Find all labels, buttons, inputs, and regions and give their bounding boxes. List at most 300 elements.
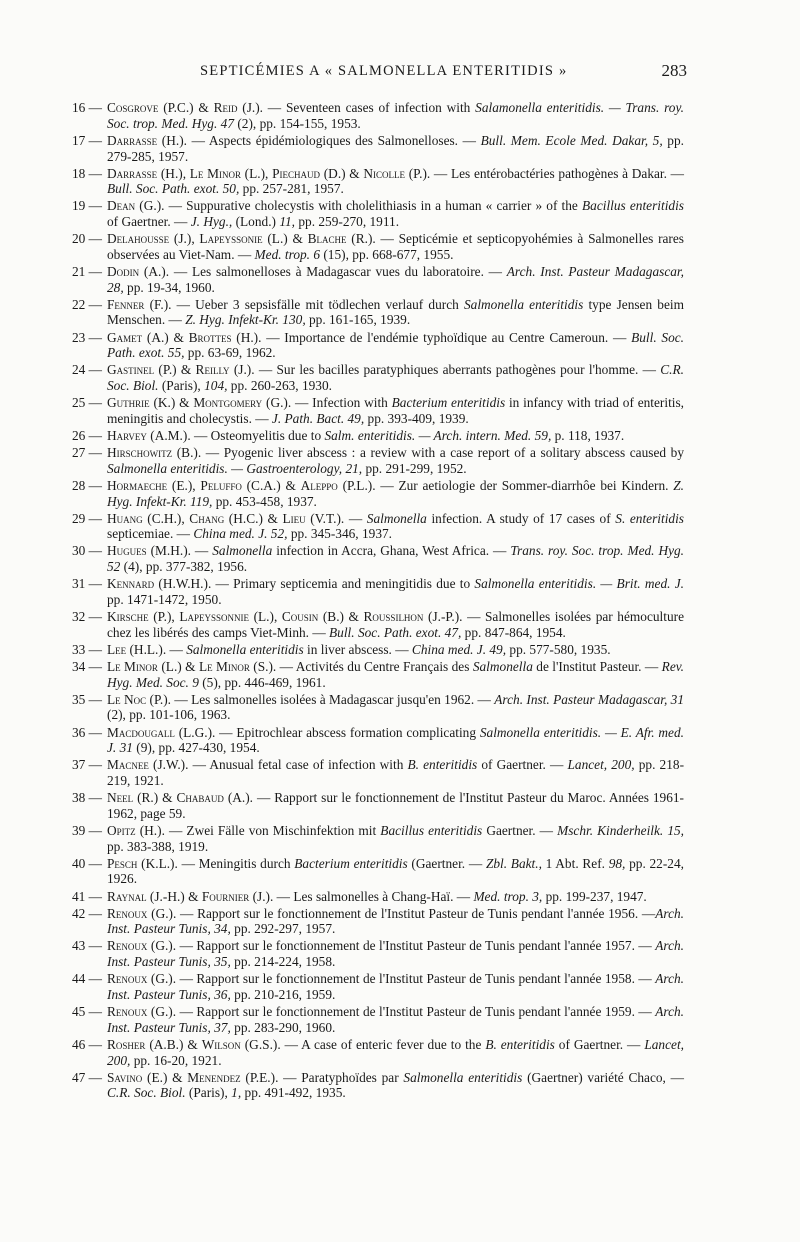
- text-segment: (15), pp. 668-677, 1955.: [320, 246, 454, 262]
- reference-number: 45 —: [71, 1004, 102, 1019]
- reference-entry: [62, 1070, 684, 1101]
- italic-segment: China med. J. 49,: [411, 641, 507, 657]
- text-segment: (H.),: [157, 165, 190, 181]
- reference-number: 47 —: [71, 1069, 102, 1085]
- text-segment: (B.). — Pyogenic liver abscess : a review with a case report of a solitary abscess caused by: [172, 445, 684, 461]
- author-name: Reilly: [195, 362, 230, 378]
- italic-segment: Med. trop. 6: [254, 246, 321, 262]
- author-name: Macdougall: [107, 724, 175, 740]
- reference-entry: [62, 609, 684, 640]
- reference-text: [107, 511, 684, 542]
- italic-segment: Bull. Soc. Path. exot. 55,: [107, 329, 684, 361]
- text-segment: (H.C.) &: [224, 510, 283, 526]
- author-name: Lee: [107, 641, 127, 657]
- text-segment: (R.). — Septicémie et septicopyohémies à Salmonelles rares observées au Viet-Nam. —: [107, 231, 684, 262]
- author-name: Dodin: [107, 263, 140, 279]
- italic-segment: Salmonella enteritidis: [463, 296, 584, 312]
- author-name: Kennard: [107, 576, 155, 592]
- author-name: Hormaeche: [107, 477, 168, 493]
- italic-segment: Salmonella enteritidis. — Brit. med. J.: [474, 576, 684, 592]
- italic-segment: Mschr. Kinderheilk. 15,: [557, 822, 685, 838]
- italic-segment: Salmonella enteritidis. — E. Afr. med. J. 31: [107, 724, 684, 756]
- reference-number: 19 —: [71, 198, 102, 214]
- author-name: Blache: [307, 231, 347, 247]
- reference-text: [107, 395, 684, 426]
- text-segment: (J.W.). — Anusual fetal case of infection with: [148, 757, 408, 773]
- italic-segment: Lancet, 200,: [107, 1036, 684, 1068]
- reference-text: [107, 133, 684, 164]
- reference-text: [107, 889, 684, 905]
- text-segment: pp. 291-299, 1952.: [362, 460, 467, 476]
- italic-segment: Lancet, 200,: [567, 757, 635, 773]
- text-segment: in infancy with triad of enteritis, meningitis and cholecystis. —: [107, 395, 685, 426]
- text-segment: pp. 22-24, 1926.: [107, 855, 684, 887]
- reference-text: [107, 362, 684, 393]
- text-segment: (Lond.): [232, 214, 280, 230]
- text-segment: (P.). — Les salmonelles isolées à Madagascar jusqu'en 1962. —: [146, 691, 495, 707]
- text-segment: (J.). — Les salmonelles à Chang-Haï. —: [249, 888, 474, 904]
- text-segment: (H.). — Aspects épidémiologiques des Salmonelloses. —: [157, 132, 481, 148]
- reference-number: 35 —: [71, 691, 102, 707]
- reference-entry: [62, 856, 684, 887]
- reference-entry: [62, 133, 684, 164]
- text-segment: (Paris),: [185, 1085, 232, 1101]
- text-segment: pp. 1471-1472, 1950.: [107, 591, 222, 607]
- text-segment: pp. 292-297, 1957.: [230, 921, 336, 937]
- text-segment: of Gaertner. —: [107, 214, 191, 230]
- author-name: Nicolle: [363, 165, 406, 181]
- text-segment: (P.),: [148, 609, 180, 625]
- author-name: Delahousse: [107, 231, 170, 247]
- author-name: Brottes: [188, 329, 232, 345]
- author-name: Cosgrove: [107, 100, 159, 115]
- reference-text: [107, 231, 684, 262]
- author-name: Le Noc: [107, 691, 147, 707]
- text-segment: pp. 218-219, 1921.: [107, 757, 685, 789]
- text-segment: (V.T.). —: [305, 510, 367, 526]
- text-segment: pp. 214-224, 1958.: [230, 954, 336, 970]
- text-segment: pp. 279-285, 1957.: [107, 132, 684, 164]
- text-segment: (Paris),: [158, 378, 205, 394]
- reference-number: 27 —: [71, 445, 102, 461]
- italic-segment: 11,: [279, 214, 296, 230]
- text-segment: (E.) &: [142, 1069, 188, 1085]
- text-segment: pp. 491-492, 1935.: [241, 1085, 346, 1101]
- reference-text: [107, 1004, 684, 1035]
- reference-number: 30 —: [71, 543, 102, 559]
- reference-number: 21 —: [71, 263, 102, 279]
- author-name: Menendez: [187, 1069, 241, 1085]
- reference-entry: [62, 445, 684, 476]
- text-segment: (Gaertner) variété Chaco, —: [522, 1069, 684, 1085]
- text-segment: (H.W.H.). — Primary septicemia and meningitidis due to: [154, 576, 475, 592]
- text-segment: (2), pp. 154-155, 1953.: [234, 115, 361, 131]
- reference-list: [62, 100, 684, 1102]
- author-name: Opitz: [107, 822, 136, 838]
- reference-entry: [62, 692, 684, 723]
- reference-text: [107, 264, 684, 295]
- author-name: Savino: [107, 1069, 143, 1085]
- reference-text: [107, 100, 684, 131]
- italic-segment: Arch. Inst. Pasteur Tunis, 36,: [107, 971, 684, 1002]
- reference-entry: [62, 511, 684, 542]
- author-name: Wilson: [201, 1036, 241, 1052]
- reference-entry: [62, 938, 684, 969]
- reference-number: 26 —: [71, 427, 102, 443]
- italic-segment: Med. trop. 3,: [473, 888, 543, 904]
- text-segment: in liver abscess. —: [303, 641, 412, 657]
- italic-segment: Bacillus enteritidis: [582, 198, 684, 214]
- text-segment: pp. 345-346, 1937.: [287, 526, 393, 542]
- text-segment: infection. A study of 17 cases of: [426, 510, 616, 526]
- reference-text: [107, 576, 684, 607]
- reference-text: [107, 725, 684, 756]
- reference-text: [107, 543, 684, 574]
- text-segment: pp. 577-580, 1935.: [506, 641, 611, 657]
- text-segment: of Gaertner. —: [477, 757, 568, 773]
- italic-segment: Arch. Inst. Pasteur Tunis, 34,: [107, 905, 684, 937]
- text-segment: pp. 63-69, 1962.: [184, 345, 276, 361]
- author-name: Fenner: [107, 296, 145, 312]
- italic-segment: Arch. Inst. Pasteur Madagascar, 28,: [107, 263, 684, 295]
- reference-entry: [62, 659, 684, 690]
- reference-entry: [62, 790, 684, 821]
- reference-entry: [62, 725, 684, 756]
- author-name: Lapeyssonnie: [179, 609, 249, 625]
- italic-segment: 98,: [608, 855, 626, 871]
- text-segment: (M.H.). —: [146, 543, 213, 559]
- text-segment: (A.). — Les salmonelloses à Madagascar vues du laboratoire. —: [139, 263, 507, 279]
- text-segment: Gaertner. —: [482, 822, 558, 838]
- author-name: Renoux: [107, 1004, 148, 1019]
- italic-segment: Bull. Soc. Path. exot. 50,: [107, 181, 240, 197]
- reference-entry: [62, 757, 684, 788]
- text-segment: (K.L.). — Meningitis durch: [137, 855, 295, 871]
- author-name: Montgomery: [193, 395, 263, 411]
- text-segment: (P.E.). — Paratyphoïdes par: [240, 1069, 404, 1085]
- reference-text: [107, 166, 684, 197]
- author-name: Chabaud: [176, 790, 224, 806]
- text-segment: septicemiae. —: [107, 526, 194, 542]
- author-name: Renoux: [107, 905, 148, 921]
- reference-text: [107, 856, 684, 887]
- text-segment: (4), pp. 377-382, 1956.: [120, 559, 248, 575]
- text-segment: (L.) &: [262, 231, 308, 247]
- text-segment: (J.-H.) &: [146, 888, 202, 904]
- text-segment: (H.). — Zwei Fälle von Mischinfektion mit: [135, 822, 381, 838]
- author-name: Reid: [213, 100, 238, 115]
- reference-number: 44 —: [71, 971, 102, 987]
- text-segment: (G.). — Rapport sur le fonctionnement de l'Institut Pasteur de Tunis pendant l'année 1957. —: [147, 938, 656, 954]
- author-name: Cousin: [281, 609, 319, 625]
- author-name: Darrasse: [107, 165, 158, 181]
- italic-segment: Salmonella enteritidis: [403, 1069, 523, 1085]
- reference-number: 23 —: [71, 329, 102, 345]
- text-segment: (G.). — Suppurative cholecystis with cholelithiasis in a human « carrier » of the: [135, 198, 582, 214]
- text-segment: (P.). — Les entérobactéries pathogènes à Dakar. —: [405, 165, 685, 181]
- reference-text: [107, 790, 684, 821]
- text-segment: (D.) &: [320, 165, 364, 181]
- author-name: Lieu: [282, 510, 306, 526]
- reference-text: [107, 445, 684, 476]
- reference-text: [107, 297, 684, 328]
- italic-segment: C.R. Soc. Biol.: [107, 1085, 186, 1101]
- reference-entry: [62, 231, 684, 262]
- italic-segment: C.R. Soc. Biol.: [107, 362, 684, 394]
- reference-text: [107, 906, 684, 937]
- text-segment: (A.B.) &: [145, 1036, 202, 1052]
- reference-text: [107, 1037, 684, 1068]
- text-segment: (J.). — Sur les bacilles paratyphiques aberrants pathogènes pour l'homme. —: [229, 362, 661, 378]
- text-segment: pp. 393-409, 1939.: [364, 410, 469, 426]
- italic-segment: Zbl. Bakt.,: [485, 855, 542, 871]
- reference-number: 40 —: [71, 855, 102, 871]
- reference-number: 38 —: [71, 790, 102, 806]
- text-segment: (A.) &: [142, 329, 189, 345]
- reference-number: 24 —: [71, 362, 102, 378]
- text-segment: (R.) &: [133, 790, 177, 806]
- text-segment: pp. 383-388, 1919.: [107, 838, 209, 854]
- text-segment: pp. 16-20, 1921.: [130, 1052, 222, 1068]
- reference-text: [107, 1070, 684, 1101]
- reference-number: 43 —: [71, 938, 102, 954]
- reference-entry: [62, 576, 684, 607]
- author-name: Kirsche: [107, 609, 149, 625]
- author-name: Raynal: [107, 888, 147, 904]
- page-number: 283: [661, 61, 687, 80]
- italic-segment: B. enteritidis: [407, 757, 478, 773]
- text-segment: type Jensen beim Menschen. —: [107, 296, 684, 328]
- author-name: Fournier: [201, 888, 250, 904]
- italic-segment: Salmonella: [472, 658, 533, 674]
- italic-segment: Salm. enteritidis. — Arch. intern. Med. 59,: [324, 427, 552, 443]
- text-segment: (L.),: [249, 609, 282, 625]
- text-segment: pp. 283-290, 1960.: [230, 1019, 336, 1035]
- text-segment: (2), pp. 101-106, 1963.: [107, 707, 231, 723]
- author-name: Le Minor: [198, 658, 250, 674]
- author-name: Gastinel: [107, 362, 155, 378]
- text-segment: (9), pp. 427-430, 1954.: [132, 740, 260, 756]
- reference-entry: [62, 543, 684, 574]
- reference-text: [107, 428, 684, 444]
- reference-text: [107, 971, 684, 1002]
- author-name: Chang: [189, 510, 225, 526]
- italic-segment: Salamonella enteritidis. — Trans. roy. Soc. trop. Med. Hyg. 47: [107, 100, 684, 131]
- text-segment: (J.),: [169, 231, 200, 247]
- reference-entry: [62, 1004, 684, 1035]
- text-segment: (H.L.). —: [126, 641, 187, 657]
- text-segment: (Gaertner. —: [407, 855, 486, 871]
- text-segment: de l'Institut Pasteur. —: [532, 658, 662, 674]
- text-segment: (5), pp. 446-469, 1961.: [198, 674, 326, 690]
- text-segment: (P.C.) &: [158, 100, 214, 115]
- italic-segment: Z. Hyg. Infekt-Kr. 130,: [185, 312, 306, 328]
- reference-entry: [62, 166, 684, 197]
- running-header: [62, 61, 687, 85]
- author-name: Peluffo: [200, 477, 242, 493]
- author-name: Aleppo: [300, 477, 338, 493]
- italic-segment: Z. Hyg. Infekt-Kr. 119,: [107, 477, 685, 509]
- reference-number: 20 —: [71, 231, 102, 247]
- reference-number: 18 —: [71, 165, 102, 181]
- author-name: Harvey: [107, 427, 147, 443]
- reference-entry: [62, 395, 684, 426]
- reference-text: [107, 757, 684, 788]
- reference-entry: [62, 906, 684, 937]
- reference-entry: [62, 100, 684, 131]
- text-segment: (P.) &: [154, 362, 196, 378]
- reference-text: [107, 198, 684, 229]
- text-segment: pp. 161-165, 1939.: [305, 312, 411, 328]
- text-segment: (S.). — Activités du Centre Français des: [249, 658, 473, 674]
- reference-entry: [62, 297, 684, 328]
- italic-segment: Salmonella: [212, 543, 273, 559]
- reference-number: 36 —: [71, 724, 102, 740]
- reference-entry: [62, 823, 684, 854]
- text-segment: pp. 259-270, 1911.: [295, 214, 400, 230]
- reference-number: 37 —: [71, 757, 102, 773]
- text-segment: (G.). — Rapport sur le fonctionnement de l'Institut Pasteur de Tunis pendant l'année 1958. —: [147, 971, 656, 987]
- author-name: Le Minor: [189, 165, 241, 181]
- text-segment: (K.) &: [149, 395, 194, 411]
- italic-segment: Salmonella enteritidis: [186, 641, 304, 657]
- italic-segment: Bacterium enteritidis: [391, 395, 506, 411]
- author-name: Renoux: [107, 938, 148, 954]
- reference-entry: [62, 362, 684, 393]
- reference-number: 41 —: [71, 888, 102, 904]
- text-segment: (F.). — Ueber 3 sepsisfälle mit tödlechen verlauf durch: [144, 296, 464, 312]
- text-segment: (H.). — Importance de l'endémie typhoïdique au Centre Cameroun. —: [231, 329, 632, 345]
- author-name: Rosher: [107, 1036, 146, 1052]
- text-segment: p. 118, 1937.: [551, 427, 625, 443]
- running-title: SEPTICÉMIES A « SALMONELLA ENTERITIDIS »: [200, 63, 568, 79]
- reference-text: [107, 938, 684, 969]
- author-name: Huang: [107, 510, 143, 526]
- text-segment: (E.),: [167, 477, 201, 493]
- author-name: Hirschowitz: [107, 445, 173, 461]
- italic-segment: B. enteritidis: [485, 1036, 555, 1052]
- italic-segment: Arch. Inst. Pasteur Madagascar, 31: [494, 691, 684, 707]
- text-segment: (C.H.),: [142, 510, 190, 526]
- italic-segment: Arch. Inst. Pasteur Tunis, 37,: [107, 1004, 684, 1035]
- text-segment: (C.A.) &: [241, 477, 301, 493]
- reference-number: 46 —: [71, 1036, 102, 1052]
- author-name: Macnee: [107, 757, 149, 773]
- reference-entry: [62, 478, 684, 509]
- reference-entry: [62, 1037, 684, 1068]
- italic-segment: 1,: [231, 1085, 242, 1101]
- reference-text: [107, 659, 684, 690]
- reference-number: 31 —: [71, 576, 102, 592]
- text-segment: pp. 210-216, 1959.: [230, 986, 336, 1002]
- italic-segment: Rev. Hyg. Med. Soc. 9: [107, 658, 685, 690]
- author-name: Piechaud: [272, 165, 321, 181]
- reference-text: [107, 330, 684, 361]
- reference-number: 33 —: [71, 641, 102, 657]
- author-name: Darrasse: [107, 132, 158, 148]
- text-segment: (B.) &: [318, 609, 364, 625]
- text-segment: (J.-P.). — Salmonelles isolées par hémoculture chez les libérés des camps Viet-Minh. —: [107, 609, 685, 640]
- text-segment: pp. 847-864, 1954.: [461, 624, 566, 640]
- text-segment: (G.S.). — A case of enteric fever due to the: [240, 1036, 486, 1052]
- reference-text: [107, 609, 684, 640]
- text-segment: (A.M.). — Osteomyelitis due to: [146, 427, 325, 443]
- reference-text: [107, 478, 684, 509]
- italic-segment: Arch. Inst. Pasteur Tunis, 35,: [107, 938, 684, 970]
- reference-entry: [62, 971, 684, 1002]
- author-name: Gamet: [107, 329, 143, 345]
- reference-text: [107, 823, 684, 854]
- author-name: Le Minor: [107, 658, 158, 674]
- reference-number: 17 —: [71, 132, 102, 148]
- reference-entry: [62, 198, 684, 229]
- italic-segment: Salmonella: [366, 510, 427, 526]
- text-segment: (L.G.). — Epitrochlear abscess formation complicating: [174, 724, 480, 740]
- author-name: Roussilhon: [363, 609, 424, 625]
- text-segment: pp. 453-458, 1937.: [212, 493, 317, 509]
- italic-segment: China med. J. 52,: [193, 526, 288, 542]
- reference-text: [107, 642, 684, 658]
- reference-entry: [62, 889, 684, 905]
- italic-segment: Bacterium enteritidis: [294, 855, 408, 871]
- text-segment: (P.L.). — Zur aetiologie der Sommer-diarrhôe bei Kindern.: [337, 477, 674, 493]
- reference-number: 22 —: [71, 296, 102, 312]
- author-name: Lapeyssonie: [199, 231, 263, 247]
- text-segment: pp. 19-34, 1960.: [123, 279, 215, 295]
- reference-number: 29 —: [71, 510, 102, 526]
- reference-number: 16 —: [71, 100, 102, 115]
- italic-segment: Trans. roy. Soc. trop. Med. Hyg. 52: [107, 543, 685, 575]
- text-segment: (G.). — Rapport sur le fonctionnement de l'Institut Pasteur de Tunis pendant l'année 1959. —: [147, 1004, 656, 1019]
- italic-segment: Bull. Soc. Path. exot. 47,: [329, 624, 462, 640]
- italic-segment: 104,: [204, 378, 228, 394]
- text-segment: infection in Accra, Ghana, West Africa. —: [272, 543, 511, 559]
- reference-number: 34 —: [71, 658, 102, 674]
- italic-segment: J. Path. Bact. 49,: [271, 410, 365, 426]
- author-name: Pesch: [107, 855, 138, 871]
- reference-number: 39 —: [71, 822, 102, 838]
- author-name: Dean: [107, 198, 136, 214]
- italic-segment: Bull. Mem. Ecole Med. Dakar, 5,: [480, 132, 663, 148]
- text-segment: of Gaertner. —: [554, 1036, 645, 1052]
- author-name: Renoux: [107, 971, 148, 987]
- reference-number: 28 —: [71, 477, 102, 493]
- text-segment: (G.). — Rapport sur le fonctionnement de l'Institut Pasteur de Tunis pendant l'année 1956. —: [147, 905, 656, 921]
- text-segment: pp. 257-281, 1957.: [239, 181, 344, 197]
- reference-number: 42 —: [71, 905, 102, 921]
- reference-entry: [62, 428, 684, 444]
- text-segment: pp. 199-237, 1947.: [542, 888, 647, 904]
- text-segment: (G.). — Infection with: [262, 395, 392, 411]
- italic-segment: S. enteritidis: [615, 510, 684, 526]
- author-name: Guthrie: [107, 395, 150, 411]
- text-segment: 1 Abt. Ref.: [541, 855, 609, 871]
- reference-number: 32 —: [71, 609, 102, 625]
- reference-entry: [62, 330, 684, 361]
- reference-text: [107, 692, 684, 723]
- text-segment: (A.). — Rapport sur le fonctionnement de l'Institut Pasteur du Maroc. Années 1961-1962, page 59.: [107, 790, 685, 821]
- italic-segment: Salmonella enteritidis. — Gastroenterology, 21,: [107, 460, 363, 476]
- author-name: Hugues: [107, 543, 147, 559]
- reference-entry: [62, 264, 684, 295]
- text-segment: (L.) &: [157, 658, 199, 674]
- italic-segment: Bacillus enteritidis: [380, 822, 483, 838]
- text-segment: (L.),: [240, 165, 273, 181]
- reference-number: 25 —: [71, 395, 102, 411]
- author-name: Neel: [107, 790, 134, 806]
- text-segment: pp. 260-263, 1930.: [227, 378, 332, 394]
- text-segment: (J.). — Seventeen cases of infection with: [237, 100, 476, 115]
